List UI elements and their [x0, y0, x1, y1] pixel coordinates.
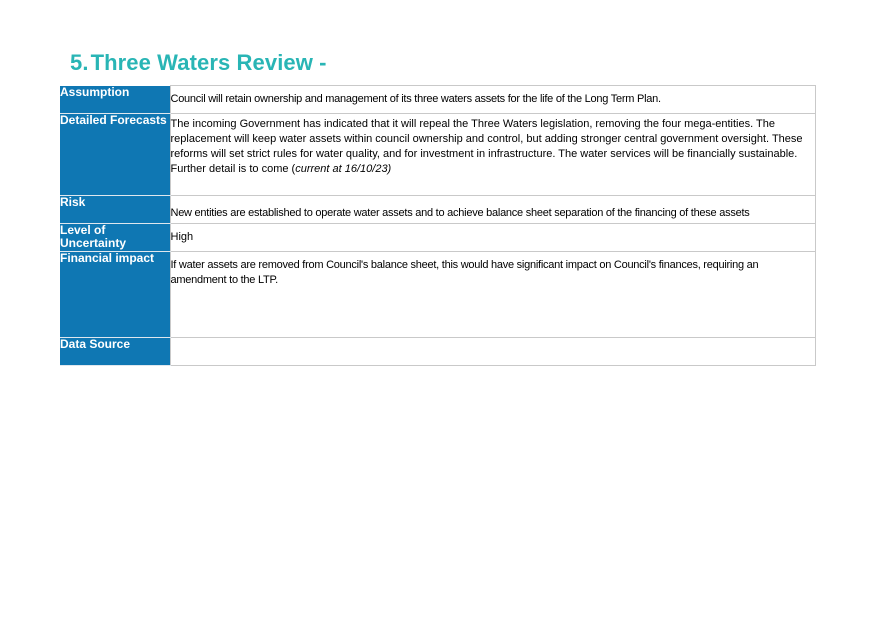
table-row-data-source: [60, 338, 816, 366]
table-row-detailed-forecasts: [60, 114, 816, 196]
table-row-level-of-uncertainty: [60, 224, 816, 252]
row-label-financial-impact: Financial impact: [60, 252, 170, 338]
row-value-data-source: [170, 338, 816, 366]
section-heading: [70, 50, 327, 76]
section-title: Three Waters Review -: [90, 50, 327, 75]
table-row-risk: [60, 196, 816, 224]
row-label-data-source: Data Source: [60, 338, 170, 366]
assumption-table: [60, 85, 816, 366]
table-row-assumption: [60, 86, 816, 114]
section-number: 5.: [70, 50, 89, 75]
table-row-financial-impact: [60, 252, 816, 338]
row-value-risk: New entities are established to operate water assets and to achieve balance sheet separation of the financing of these assets: [170, 196, 816, 224]
detailed-forecasts-text: The incoming Government has indicated that it will repeal the Three Waters legislation, removing the four mega-entities. The replacement will keep water assets within council ownership and control, but adding stronger central government oversight. These reforms will set strict rules for water quality, and for investment in infrastructure. The water services will be financially sustainable. Further detail is to come (: [170, 118, 803, 175]
row-value-level-of-uncertainty: High: [170, 224, 816, 252]
row-label-risk: Risk: [60, 196, 170, 224]
row-label-assumption: Assumption: [60, 86, 170, 114]
row-label-detailed-forecasts: Detailed Forecasts: [60, 114, 170, 196]
row-value-assumption: Council will retain ownership and management of its three waters assets for the life of the Long Term Plan.: [170, 86, 816, 114]
row-label-level-of-uncertainty: Level of Uncertainty: [60, 224, 170, 252]
detailed-forecasts-date: current at 16/10/23): [295, 163, 392, 175]
row-value-financial-impact: If water assets are removed from Council's balance sheet, this would have significant impact on Council's finances, requiring an amendment to the LTP.: [170, 252, 816, 338]
row-value-detailed-forecasts: [170, 114, 816, 196]
